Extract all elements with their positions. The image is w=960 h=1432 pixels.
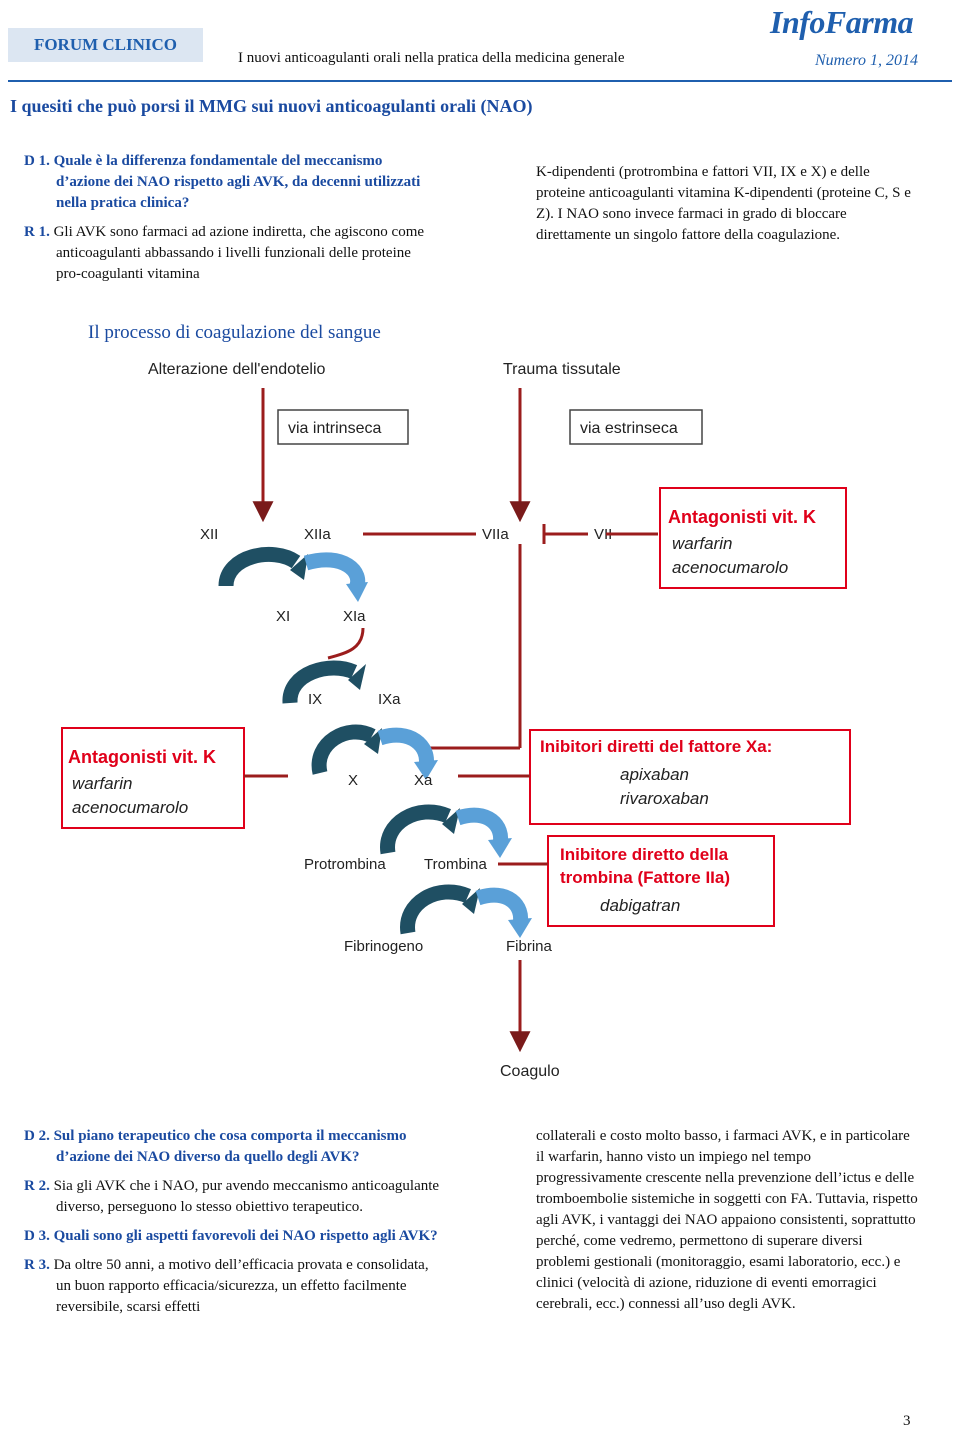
box-avk-left-line1: warfarin	[72, 774, 133, 793]
answer-2	[24, 1176, 444, 1218]
answer-3-part2: collaterali e costo molto basso, i farmaci AVK, e in particolare il warfarin, hanno visto un impiego nel tempo progressivamente crescente nella prevenzione dell’ictus e delle tromboembolie sistemiche in soggetti con FA. Tuttavia, rispetto agli AVK, i vantaggi dei NAO appaiono consistenti, soprattutto perché, come vedremo, permettono di superare diversi problemi gestionali (monitoraggio, esami laboratorio, ecc.) e clinici (velocità di azione, riduzione di eventi emorragici cerebrali, ecc.) connessi all’uso degli AVK.	[536, 1128, 918, 1312]
factor-ixa: IXa	[378, 691, 401, 708]
label-extrinsic: via estrinseca	[580, 420, 678, 437]
factor-xi: XI	[276, 608, 291, 625]
factor-viia: VIIa	[482, 526, 509, 543]
answer-1-part1	[24, 222, 434, 285]
header-rule	[8, 80, 952, 82]
question-3	[24, 1226, 444, 1247]
box-xa-line2: rivaroxaban	[620, 789, 709, 808]
box-iia-title2: trombina (Fattore IIa)	[560, 868, 731, 887]
question-1-label: D 1.	[24, 153, 50, 169]
question-2-text: Sul piano terapeutico che cosa comporta il meccanismo d’azione dei NAO diverso da quello degli AVK?	[53, 1128, 407, 1165]
label-intrinsic: via intrinseca	[288, 420, 382, 437]
label-endothelium: Alterazione dell'endotelio	[148, 361, 326, 378]
left-column-top	[24, 151, 434, 285]
journal-subtitle: I nuovi anticoagulanti orali nella pratica della medicina generale	[238, 50, 625, 66]
curved-arrow-dark-5	[408, 892, 468, 933]
factor-x: X	[348, 772, 359, 789]
curved-arrow-dark-1	[226, 554, 296, 586]
brand-logo: InfoFarma	[770, 4, 914, 40]
coagulation-diagram	[58, 348, 860, 1088]
question-1	[24, 151, 434, 214]
answer-1-part2: K-dipendenti (protrombina e fattori VII, IX e X) e delle proteine anticoagulanti vitamina K-dipendenti (proteine C, S e Z). I NAO sono invece farmaci in grado di bloccare direttamente un singolo fattore della coagulazione.	[536, 164, 911, 243]
question-2	[24, 1126, 444, 1168]
curved-arrow-light-2	[380, 735, 427, 766]
arrow-head	[346, 582, 368, 602]
page-number: 3	[903, 1413, 911, 1429]
answer-2-text: Sia gli AVK che i NAO, pur avendo meccanismo anticoagulante diverso, perseguono lo stesso obiettivo terapeutico.	[53, 1178, 440, 1215]
factor-xii: XII	[200, 526, 219, 543]
factor-trombina: Trombina	[424, 856, 487, 873]
box-avk-top-line2: acenocumarolo	[672, 558, 789, 577]
label-tissue-trauma: Trauma tissutale	[503, 361, 621, 378]
answer-1-label: R 1.	[24, 224, 50, 240]
factor-xia: XIa	[343, 608, 366, 625]
answer-3-label: R 3.	[24, 1257, 50, 1273]
factor-fibrina: Fibrina	[506, 938, 552, 955]
arrow-head	[508, 918, 532, 938]
right-column-bottom	[536, 1126, 920, 1315]
label-coagulo: Coagulo	[500, 1063, 560, 1080]
issue-number: Numero 1, 2014	[815, 52, 918, 69]
arrow-head	[488, 838, 512, 858]
answer-3-text-left: Da oltre 50 anni, a motivo dell’efficacia provata e consolidata, un buon rapporto efficacia/sicurezza, un effetto facilmente reversibile, scarsi effetti	[53, 1257, 429, 1315]
answer-1-text-left: Gli AVK sono farmaci ad azione indiretta, che agiscono come anticoagulanti abbassando i livelli funzionali delle proteine pro-coagulanti vitamina	[53, 224, 425, 282]
question-3-text: Quali sono gli aspetti favorevoli dei NAO rispetto agli AVK?	[53, 1228, 438, 1244]
factor-vii: VII	[594, 526, 613, 543]
curved-arrow-dark-3	[319, 732, 372, 773]
factor-protrombina: Protrombina	[304, 856, 386, 873]
connector	[328, 628, 363, 658]
question-2-label: D 2.	[24, 1128, 50, 1144]
page-title: I quesiti che può porsi il MMG sui nuovi anticoagulanti orali (NAO)	[10, 96, 533, 116]
box-iia-line1: dabigatran	[600, 896, 681, 915]
curved-arrow-dark-4	[388, 812, 448, 853]
right-column-top	[536, 162, 916, 246]
left-column-bottom	[24, 1126, 444, 1318]
box-xa-title: Inibitori diretti del fattore Xa:	[540, 737, 773, 756]
box-iia-title1: Inibitore diretto della	[560, 845, 729, 864]
figure-title: Il processo di coagulazione del sangue	[88, 322, 381, 343]
answer-3-part1	[24, 1255, 444, 1318]
box-xa-line1: apixaban	[620, 765, 690, 784]
question-1-text: Quale è la differenza fondamentale del meccanismo d’azione dei NAO rispetto agli AVK, da decenni utilizzati nella pratica clinica?	[53, 153, 421, 211]
factor-ix: IX	[308, 691, 323, 708]
factor-xa: Xa	[414, 772, 433, 789]
answer-2-label: R 2.	[24, 1178, 50, 1194]
factor-xiia: XIIa	[304, 526, 331, 543]
question-3-label: D 3.	[24, 1228, 50, 1244]
section-label: FORUM CLINICO	[8, 28, 203, 62]
factor-fibrinogeno: Fibrinogeno	[344, 938, 424, 955]
box-avk-left-title: Antagonisti vit. K	[68, 747, 216, 767]
box-avk-top-line1: warfarin	[672, 534, 733, 553]
box-avk-top-title: Antagonisti vit. K	[668, 507, 816, 527]
box-avk-left-line2: acenocumarolo	[72, 798, 189, 817]
